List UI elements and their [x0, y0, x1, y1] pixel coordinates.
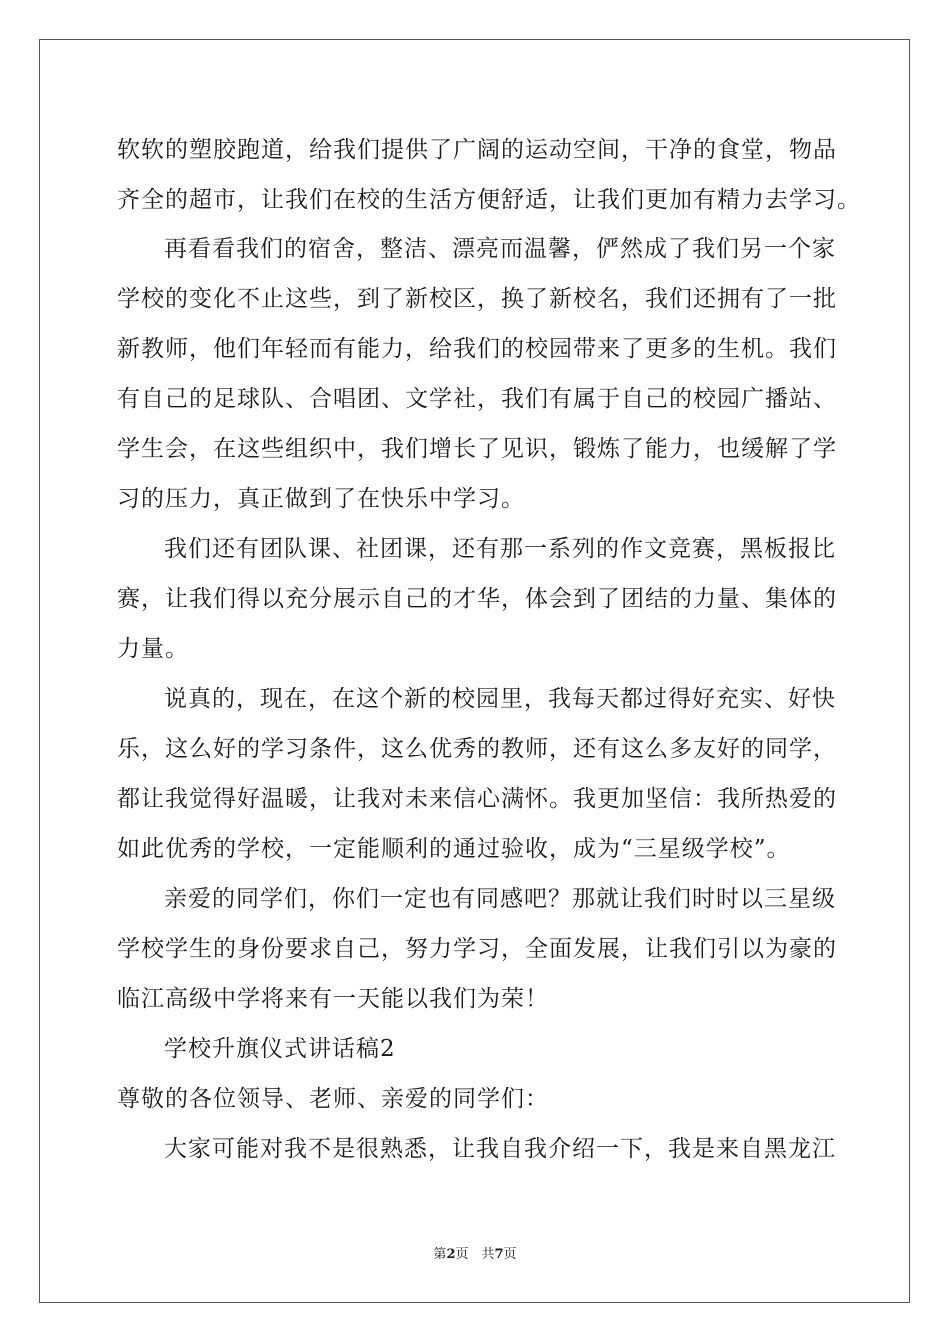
text-line: 齐全的超市，让我们在校的生活方便舒适，让我们更加有精力去学习。 — [117, 187, 861, 213]
footer-prefix: 第 — [433, 1247, 447, 1262]
text-line: 如此优秀的学校，一定能顺利的通过验收，成为“三星级学校”。 — [117, 836, 791, 862]
text-line: 学校的变化不止这些，到了新校区，换了新校名，我们还拥有了一批 — [117, 286, 837, 312]
text-line: 都让我觉得好温暖，让我对未来信心满怀。我更加坚信：我所热爱的 — [117, 786, 837, 812]
paragraph-first-line: 大家可能对我不是很熟悉，让我自我介绍一下，我是来自黑龙江 — [164, 1136, 836, 1162]
text-line: 有自己的足球队、合唱团、文学社，我们有属于自己的校园广播站、 — [117, 386, 837, 412]
current-page-number: 2 — [446, 1247, 456, 1262]
section-title: 学校升旗仪式讲话稿2 — [164, 1036, 396, 1062]
paragraph-first-line: 我们还有团队课、社团课，还有那一系列的作文竞赛，黑板报比 — [164, 536, 836, 562]
text-line: 习的压力，真正做到了在快乐中学习。 — [117, 486, 525, 512]
paragraph-first-line: 再看看我们的宿舍，整洁、漂亮而温馨，俨然成了我们另一个家 — [164, 236, 836, 262]
text-line: 乐，这么好的学习条件，这么优秀的教师，还有这么多友好的同学， — [117, 736, 837, 762]
text-line: 新教师，他们年轻而有能力，给我们的校园带来了更多的生机。我们 — [117, 336, 837, 362]
footer-suffix: 页 — [503, 1247, 517, 1262]
footer-mid: 页 共 — [455, 1247, 495, 1262]
text-line: 赛，让我们得以充分展示自己的才华，体会到了团结的力量、集体的 — [117, 586, 837, 612]
text-line: 软软的塑胶跑道，给我们提供了广阔的运动空间，干净的食堂，物品 — [117, 137, 837, 163]
text-line: 力量。 — [117, 636, 189, 662]
page-footer — [0, 1247, 950, 1263]
text-line: 学生会，在这些组织中，我们增长了见识，锻炼了能力，也缓解了学 — [117, 436, 837, 462]
total-pages-number: 7 — [494, 1247, 504, 1262]
text-line: 学校学生的身份要求自己，努力学习，全面发展，让我们引以为豪的 — [117, 936, 837, 962]
paragraph-first-line: 说真的，现在，在这个新的校园里，我每天都过得好充实、好快 — [164, 686, 836, 712]
paragraph-first-line: 亲爱的同学们，你们一定也有同感吧？那就让我们时时以三星级 — [164, 886, 836, 912]
salutation: 尊敬的各位领导、老师、亲爱的同学们： — [117, 1086, 549, 1112]
text-line: 临江高级中学将来有一天能以我们为荣！ — [117, 986, 549, 1012]
